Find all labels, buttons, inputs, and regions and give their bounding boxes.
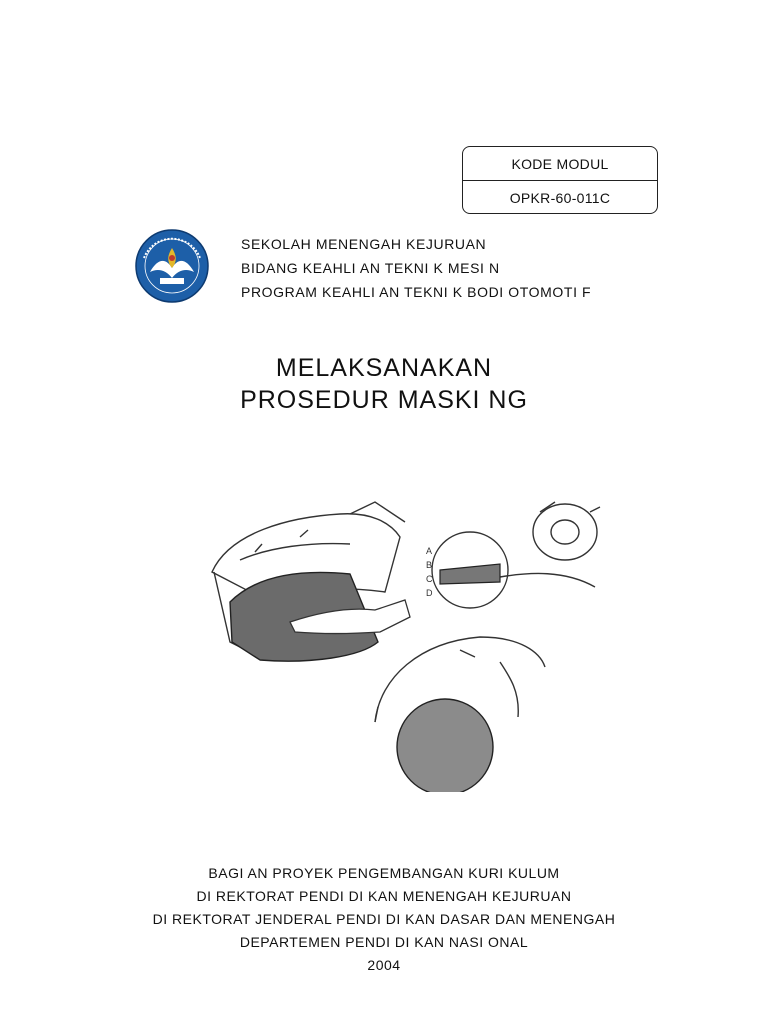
title-line-2: PROSEDUR MASKI NG — [240, 386, 528, 414]
footer-line-2: DI REKTORAT PENDI DI KAN MENENGAH KEJURUAN — [196, 888, 572, 904]
tape-label-c: C — [426, 574, 433, 584]
tape-layer-shape — [440, 564, 500, 584]
wheel-cover-shape — [397, 699, 493, 792]
masking-illustration — [200, 492, 620, 792]
footer-line-3: DI REKTORAT JENDERAL PENDI DI KAN DASAR DAN MENENGAH — [152, 911, 616, 927]
school-line-2: BIDANG KEAHLI AN TEKNI K MESI N — [241, 260, 500, 276]
school-line-1: SEKOLAH MENENGAH KEJURUAN — [241, 236, 487, 252]
publisher-info — [0, 862, 768, 977]
footer-year: 2004 — [367, 957, 401, 973]
title-line-1: MELAKSANAKAN — [275, 354, 493, 382]
school-line-3: PROGRAM KEAHLI AN TEKNI K BODI OTOMOTI F — [241, 284, 592, 300]
module-title — [0, 352, 768, 416]
tape-label-a: A — [426, 546, 433, 556]
tut-wuri-handayani-logo-icon — [134, 228, 210, 304]
masking-tape-roll-drawing — [432, 502, 600, 608]
module-code-box — [462, 146, 658, 214]
tape-label-b: B — [426, 560, 433, 570]
school-info — [241, 232, 591, 304]
module-code-label: KODE MODUL — [463, 147, 657, 181]
footer-line-1: BAGI AN PROYEK PENGEMBANGAN KURI KULUM — [208, 865, 560, 881]
module-code-value: OPKR-60-011C — [509, 189, 611, 206]
tape-label-d: D — [426, 588, 433, 598]
footer-line-4: DEPARTEMEN PENDI DI KAN NASI ONAL — [239, 934, 529, 950]
